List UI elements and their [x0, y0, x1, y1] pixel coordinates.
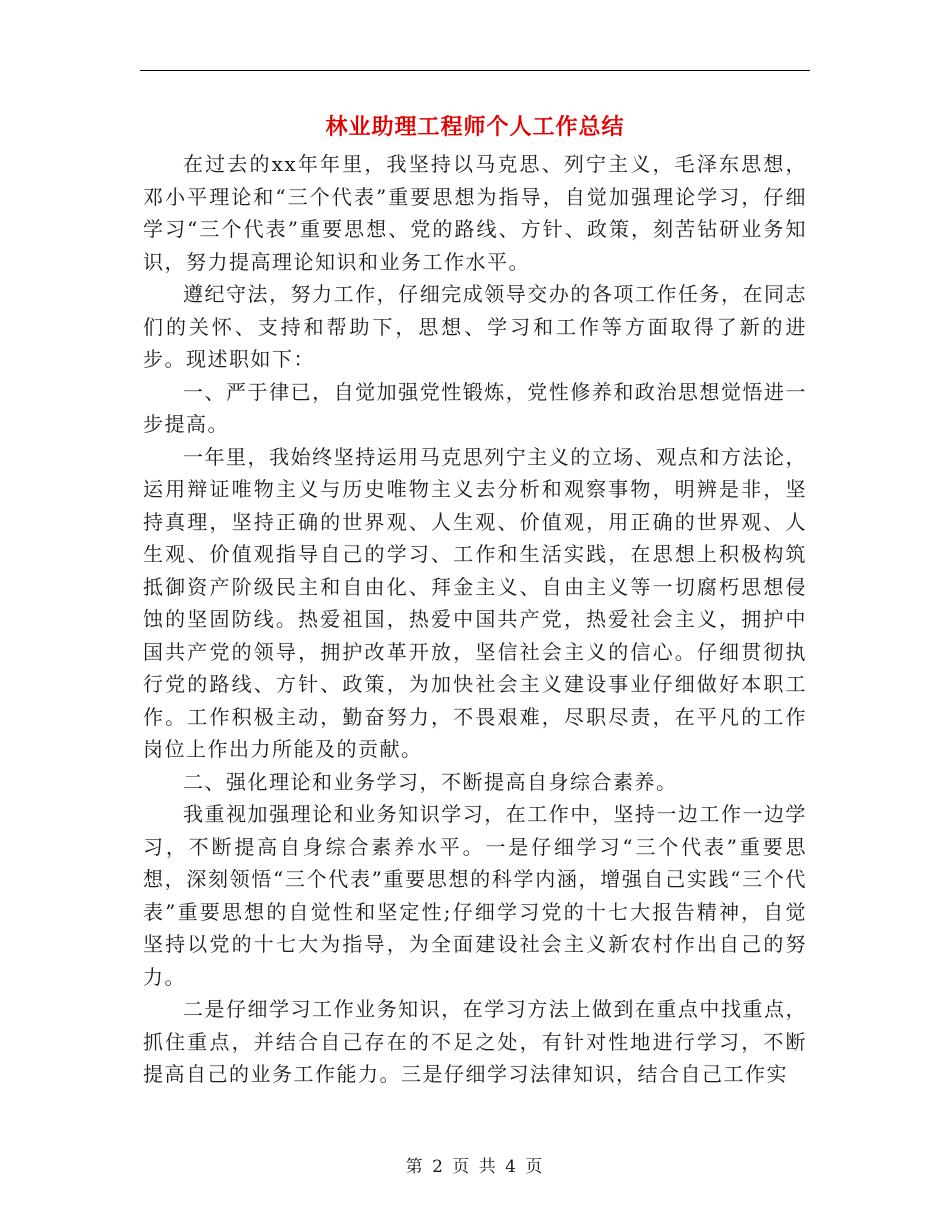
paragraph: 二是仔细学习工作业务知识，在学习方法上做到在重点中找重点，抓住重点，并结合自己存在的不足之处，有针对性地进行学习，不断提高自己的业务工作能力。三是仔细学习法律知识，结合自己工作实: [143, 997, 807, 1086]
section-heading: 二、强化理论和业务学习，不断提高自身综合素养。: [183, 769, 678, 794]
paragraph: 我重视加强理论和业务知识学习，在工作中，坚持一边工作一边学习，不断提高自身综合素养水平。一是仔细学习“三个代表”重要思想，深刻领悟“三个代表”重要思想的科学内涵，增强自己实践“三个代表”重要思想的自觉性和坚定性;仔细学习党的十七大报告精神，自觉坚持以党的十七大为指导，为全面建设社会主义新农村作出自己的努力。: [143, 802, 807, 989]
paragraph: 一年里，我始终坚持运用马克思列宁主义的立场、观点和方法论，运用辩证唯物主义与历史唯物主义去分析和观察事物，明辨是非，坚持真理，坚持正确的世界观、人生观、价值观，用正确的世界观、人生观、价值观指导自己的学习、工作和生活实践，在思想上积极构筑抵御资产阶级民主和自由化、拜金主义、自由主义等一切腐朽思想侵蚀的坚固防线。热爱祖国，热爱中国共产党，热爱社会主义，拥护中国共产党的领导，拥护改革开放，坚信社会主义的信心。仔细贯彻执行党的路线、方针、政策，为加快社会主义建设事业仔细做好本职工作。工作积极主动，勤奋努力，不畏艰难，尽职尽责，在平凡的工作岗位上作出力所能及的贡献。: [143, 444, 807, 761]
section-heading: 一、严于律已，自觉加强党性锻炼，党性修养和政治思想觉悟进一步提高。: [143, 379, 807, 436]
paragraph: 遵纪守法，努力工作，仔细完成领导交办的各项工作任务，在同志们的关怀、支持和帮助下，思想、学习和工作等方面取得了新的进步。现述职如下：: [143, 282, 807, 371]
page-number: 第 2 页 共 4 页: [405, 1157, 545, 1177]
document-body: [143, 148, 807, 1091]
header-rule: [140, 70, 810, 71]
paragraph: 在过去的xx年年里，我坚持以马克思、列宁主义，毛泽东思想，邓小平理论和“三个代表”重要思想为指导，自觉加强理论学习，仔细学习“三个代表”重要思想、党的路线、方针、政策，刻苦钻研业务知识，努力提高理论知识和业务工作水平。: [143, 152, 807, 274]
document-title: 林业助理工程师个人工作总结: [325, 114, 625, 140]
